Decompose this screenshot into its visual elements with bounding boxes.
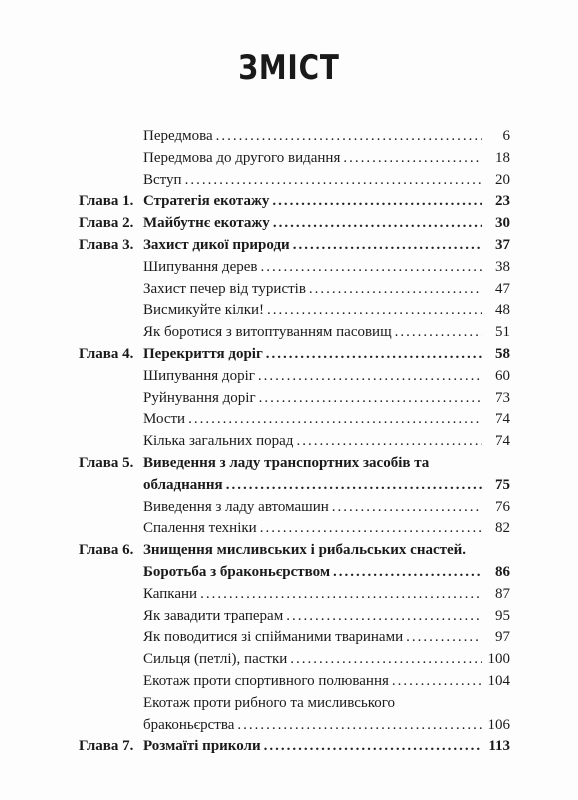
dot-leader xyxy=(343,148,482,170)
chapter-number: Глава 7. xyxy=(79,738,134,755)
entry-title xyxy=(143,431,485,453)
toc-entry xyxy=(0,344,578,366)
page-number: 37 xyxy=(495,236,510,253)
chapter-number: Глава 5. xyxy=(79,454,134,471)
entry-title xyxy=(143,279,485,301)
entry-title-text: Передмова xyxy=(143,128,213,144)
page-number: 38 xyxy=(495,258,510,275)
entry-title-text: Спалення техніки xyxy=(143,520,257,537)
toc-entry xyxy=(0,584,578,606)
dot-leader xyxy=(290,649,482,671)
entry-title-text: Майбутнє екотажу xyxy=(143,215,270,232)
page-number: 51 xyxy=(495,324,510,341)
chapter-number: Глава 2. xyxy=(79,215,134,232)
entry-title-text: Перекриття доріг xyxy=(143,345,263,362)
entry-title xyxy=(143,649,485,671)
dot-leader xyxy=(264,736,482,758)
toc-entry xyxy=(0,388,578,410)
entry-title-text: Вступ xyxy=(143,171,182,188)
entry-title xyxy=(143,518,485,540)
entry-title-text: Захист дикої природи xyxy=(143,236,290,253)
toc-entry xyxy=(0,279,578,301)
entry-title-line1: Виведення з ладу транспортних засобів та xyxy=(143,454,430,471)
entry-title xyxy=(143,671,485,693)
entry-title-text: Екотаж проти спортивного полювання xyxy=(143,672,389,689)
chapter-number: Глава 4. xyxy=(79,345,134,362)
page-number: 86 xyxy=(495,563,510,580)
entry-title-text: Виведення з ладу автомашин xyxy=(143,498,329,515)
entry-title-text: Розмаїті приколи xyxy=(143,738,261,755)
entry-title xyxy=(143,409,485,431)
toc-entry xyxy=(0,148,578,170)
dot-leader xyxy=(216,126,482,148)
entry-title-line2: обладнання xyxy=(143,476,223,493)
toc-entry xyxy=(0,540,578,584)
page-number: 75 xyxy=(495,476,510,493)
dot-leader xyxy=(226,475,482,497)
page-number: 106 xyxy=(487,716,510,733)
page-number: 97 xyxy=(495,629,510,646)
page-number: 74 xyxy=(495,433,510,450)
page-number: 73 xyxy=(495,389,510,406)
entry-title xyxy=(143,148,485,170)
entry-title-text: Висмикуйте кілки! xyxy=(143,302,265,319)
entry-title-text: Як боротися з витоптуванням пасовищ xyxy=(143,324,392,341)
page-number: 76 xyxy=(495,498,510,515)
dot-leader xyxy=(259,388,482,410)
page-number: 58 xyxy=(495,345,510,362)
toc-entry xyxy=(0,627,578,649)
page-number: 82 xyxy=(495,520,510,537)
dot-leader xyxy=(272,191,482,213)
dot-leader xyxy=(286,606,482,628)
entry-title-line1: Знищення мисливських і рибальських снастей. xyxy=(143,542,467,559)
page-number: 23 xyxy=(495,193,510,210)
entry-title xyxy=(143,366,485,388)
entry-title xyxy=(143,126,485,148)
entry-title xyxy=(143,344,485,366)
entry-title xyxy=(143,257,485,279)
dot-leader xyxy=(332,497,482,519)
dot-leader xyxy=(309,279,482,301)
toc-entry xyxy=(0,431,578,453)
toc-entry xyxy=(0,671,578,693)
page-number: 74 xyxy=(495,411,510,428)
toc-entry xyxy=(0,126,578,148)
page-number: 87 xyxy=(495,585,510,602)
entry-title xyxy=(143,235,485,257)
dot-leader xyxy=(260,257,482,279)
entry-title-text: Шипування доріг xyxy=(143,367,255,384)
entry-title-text: Як поводитися зі спійманими тваринами xyxy=(143,629,404,646)
chapter-number: Глава 6. xyxy=(79,542,134,559)
toc-entry xyxy=(0,649,578,671)
dot-leader xyxy=(237,715,482,737)
entry-title-text: Шипування дерев xyxy=(143,258,258,275)
toc-entry xyxy=(0,518,578,540)
toc-entry xyxy=(0,606,578,628)
page-number: 18 xyxy=(495,149,510,166)
page-number: 48 xyxy=(495,302,510,319)
dot-leader xyxy=(406,627,482,649)
toc-entry xyxy=(0,453,578,497)
toc-entry xyxy=(0,300,578,322)
chapter-number: Глава 3. xyxy=(79,236,134,253)
page-number: 95 xyxy=(495,607,510,624)
entry-title xyxy=(143,191,485,213)
dot-leader xyxy=(267,300,482,322)
dot-leader xyxy=(293,235,482,257)
entry-title-line2: браконьєрства xyxy=(143,716,235,733)
entry-title-text: Як завадити траперам xyxy=(143,607,284,624)
entry-title xyxy=(143,627,485,649)
dot-leader xyxy=(266,344,482,366)
page-number: 47 xyxy=(495,280,510,297)
dot-leader xyxy=(200,584,482,606)
toc-entry xyxy=(0,213,578,235)
toc-entry xyxy=(0,191,578,213)
entry-title-text: Сильця (петлі), пастки xyxy=(143,651,288,668)
toc-entry xyxy=(0,322,578,344)
entry-title-text: Мости xyxy=(143,411,186,428)
toc-entry xyxy=(0,693,578,737)
toc-entry xyxy=(0,170,578,192)
entry-title xyxy=(143,736,485,758)
page-number: 6 xyxy=(502,128,510,144)
page-number: 113 xyxy=(488,738,510,755)
dot-leader xyxy=(260,518,482,540)
entry-title-text: Захист печер від туристів xyxy=(143,280,306,297)
page-number: 100 xyxy=(487,651,510,668)
entry-title-line2: Боротьба з браконьєрством xyxy=(143,563,331,580)
entry-title xyxy=(143,170,485,192)
toc-entry xyxy=(0,409,578,431)
toc-entry xyxy=(0,366,578,388)
toc-entry xyxy=(0,736,578,758)
dot-leader xyxy=(392,671,482,693)
entry-title-text: Стратегія екотажу xyxy=(143,193,270,210)
entry-title-text: Капкани xyxy=(143,585,198,602)
dot-leader xyxy=(395,322,482,344)
dot-leader xyxy=(185,170,482,192)
entry-title-text: Кілька загальних порад xyxy=(143,433,294,450)
toc-entry xyxy=(0,235,578,257)
entry-title-text: Руйнування доріг xyxy=(143,389,256,406)
entry-title xyxy=(143,693,485,737)
dot-leader xyxy=(333,562,482,584)
page-number: 20 xyxy=(495,171,510,188)
dot-leader xyxy=(258,366,482,388)
entry-title xyxy=(143,606,485,628)
dot-leader xyxy=(188,409,482,431)
toc-entry xyxy=(0,497,578,519)
entry-title xyxy=(143,497,485,519)
dot-leader xyxy=(273,213,482,235)
entry-title xyxy=(143,584,485,606)
entry-title xyxy=(143,213,485,235)
page-number: 104 xyxy=(487,672,510,689)
entry-title xyxy=(143,453,485,497)
entry-title xyxy=(143,322,485,344)
entry-title xyxy=(143,300,485,322)
page-title: ЗМІСТ xyxy=(238,48,340,88)
entry-title xyxy=(143,540,485,584)
page-number: 30 xyxy=(495,215,510,232)
entry-title-line1: Екотаж проти рибного та мисливського xyxy=(143,694,396,711)
page-number: 60 xyxy=(495,367,510,384)
table-of-contents xyxy=(0,126,578,758)
entry-title-text: Передмова до другого видання xyxy=(143,149,341,166)
dot-leader xyxy=(296,431,482,453)
chapter-number: Глава 1. xyxy=(79,193,134,210)
entry-title xyxy=(143,388,485,410)
toc-entry xyxy=(0,257,578,279)
